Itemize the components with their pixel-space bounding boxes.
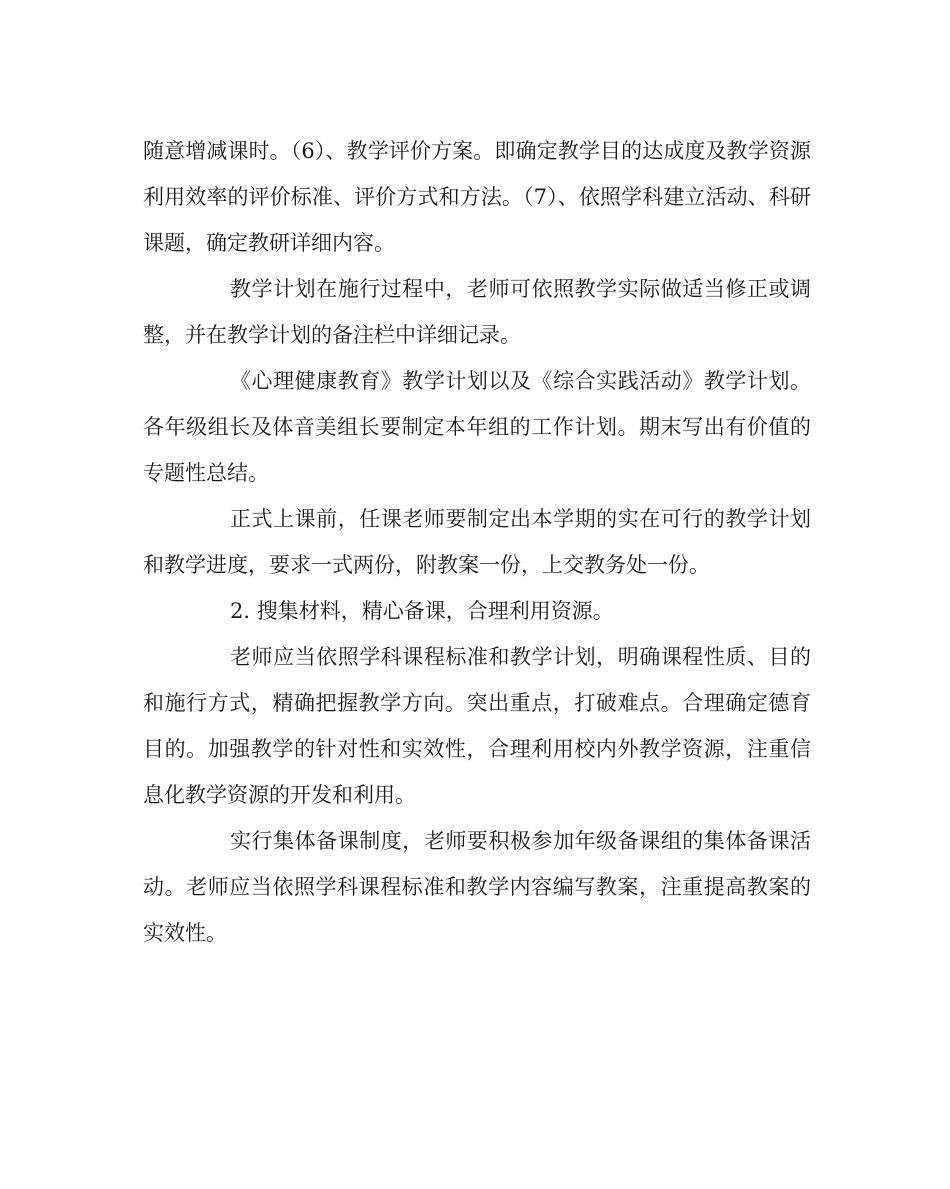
paragraph-1: 随意增减课时。（6）、教学评价方案。即确定教学目的达成度及教学资源利用效率的评价标准、评价方式和方法。（7）、依照学科建立活动、科研课题，确定教研详细内容。 [143, 139, 811, 255]
paragraph-4: 正式上课前，任课老师要制定出本学期的实在可行的教学计划和教学进度，要求一式两份，附教案一份，上交教务处一份。 [143, 507, 811, 577]
paragraph-3: 《心理健康教育》教学计划以及《综合实践活动》教学计划。各年级组长及体音美组长要制定本年组的工作计划。期末写出有价值的专题性总结。 [143, 369, 811, 485]
paragraph-2: 教学计划在施行过程中，老师可依照教学实际做适当修正或调整，并在教学计划的备注栏中详细记录。 [143, 277, 811, 347]
paragraph-7: 实行集体备课制度，老师要积极参加年级备课组的集体备课活动。老师应当依照学科课程标准和教学内容编写教案，注重提高教案的实效性。 [143, 829, 811, 945]
paragraph-6: 老师应当依照学科课程标准和教学计划，明确课程性质、目的和施行方式，精确把握教学方向。突出重点，打破难点。合理确定德育目的。加强教学的针对性和实效性，合理利用校内外教学资源，注重信息化教学资源的开发和利用。 [143, 645, 811, 807]
document-body [143, 128, 811, 956]
section-heading-2: 2. 搜集材料，精心备课，合理利用资源。 [230, 599, 614, 623]
